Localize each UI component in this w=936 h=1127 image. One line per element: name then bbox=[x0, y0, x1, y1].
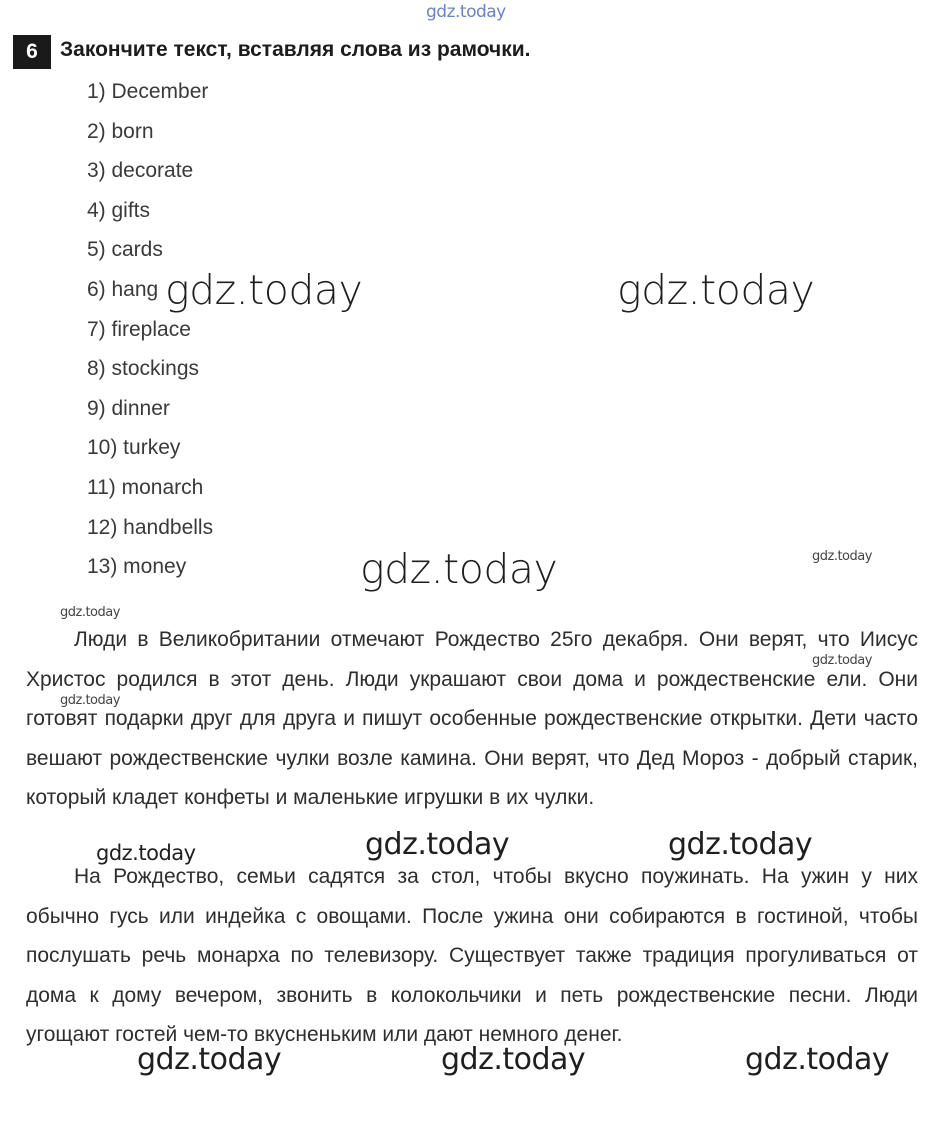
watermark: gdz.today bbox=[441, 1042, 586, 1077]
word-item: 9) dinner bbox=[87, 396, 170, 420]
word-item: 13) money bbox=[87, 555, 187, 579]
watermark: gdz.today bbox=[60, 605, 120, 620]
word-item: 10) turkey bbox=[87, 436, 181, 460]
watermark: gdz.today bbox=[365, 827, 510, 862]
word-item: 8) stockings bbox=[87, 357, 200, 381]
watermark: gdz.today bbox=[745, 1042, 890, 1077]
watermark: gdz.today bbox=[668, 827, 813, 862]
word-item: 7) fireplace bbox=[87, 317, 191, 341]
watermark: gdz.today bbox=[812, 653, 872, 668]
watermark: gdz.today bbox=[812, 549, 872, 564]
watermark: gdz.today bbox=[360, 545, 558, 593]
watermark: gdz.today bbox=[617, 266, 815, 314]
word-item: 1) December bbox=[87, 80, 209, 103]
word-item: 5) cards bbox=[87, 238, 163, 262]
word-box-list bbox=[87, 77, 213, 592]
word-item: 12) handbells bbox=[87, 515, 214, 539]
task-number-badge: 6 bbox=[13, 35, 51, 69]
watermark: gdz.today bbox=[137, 1042, 282, 1077]
watermark-top: gdz.today bbox=[426, 2, 506, 22]
task-title: Закончите текст, вставляя слова из рамочки. bbox=[60, 38, 531, 61]
word-item: 6) hang bbox=[87, 277, 159, 301]
watermark: gdz.today bbox=[165, 266, 363, 314]
watermark: gdz.today bbox=[60, 693, 120, 708]
word-item: 4) gifts bbox=[87, 198, 151, 222]
paragraph-2: На Рождество, семьи садятся за стол, чтобы вкусно поужинать. На ужин у них обычно гусь или индейка с овощами. После ужина они собираются в гостиной, чтобы послушать речь монарха по телевизору. Существует также традиция прогуливаться от дома к дому вечером, звонить в колокольчики и петь рождественские песни. Люди угощают гостей чем-то вкусненьким или дают немного денег. bbox=[26, 865, 918, 1046]
watermark: gdz.today bbox=[96, 841, 196, 865]
word-item: 11) monarch bbox=[87, 475, 204, 499]
word-item: 2) born bbox=[87, 119, 154, 143]
paragraph-1: Люди в Великобритании отмечают Рождество 25го декабря. Они верят, что Иисус Христос родился в этот день. Люди украшают свои дома и рождественские ели. Они готовят подарки друг для друга и пишут особенные рождественские открытки. Дети часто вешают рождественские чулки возле камина. Они верят, что Дед Мороз - добрый старик, который кладет конфеты и маленькие игрушки в их чулки. bbox=[26, 628, 918, 809]
word-item: 3) decorate bbox=[87, 159, 194, 183]
